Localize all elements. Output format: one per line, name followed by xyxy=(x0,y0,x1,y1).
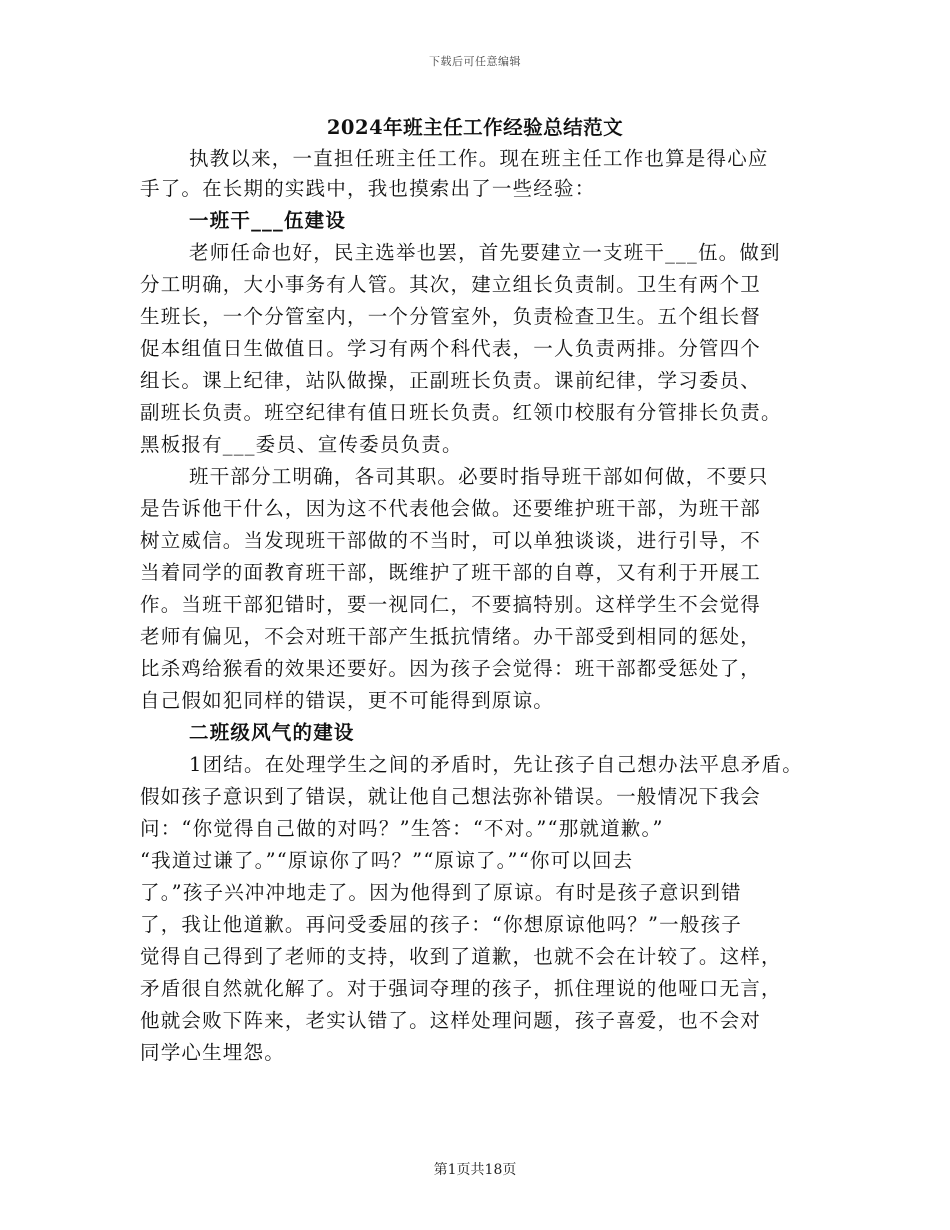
body-line: 作。当班干部犯错时，要一视同仁，不要搞特别。这样学生不会觉得 xyxy=(140,593,762,616)
page-number: 第1页共18页 xyxy=(433,1162,517,1178)
body-line: 班干部分工明确，各司其职。必要时指导班干部如何做，不要只 xyxy=(189,465,769,488)
body-line: 老师有偏见，不会对班干部产生抵抗情绪。办干部受到相同的惩处， xyxy=(140,625,762,648)
body-line: 矛盾很自然就化解了。对于强词夺理的孩子，抓住理说的他哑口无言， xyxy=(140,977,782,1000)
body-line: 他就会败下阵来，老实认错了。这样处理问题，孩子喜爱，也不会对 xyxy=(140,1009,762,1032)
body-line: 分工明确，大小事务有人管。其次，建立组长负责制。卫生有两个卫 xyxy=(140,273,762,296)
body-line: 树立威信。当发现班干部做的不当时，可以单独谈谈，进行引导，不 xyxy=(140,529,762,552)
body-line: 了，我让他道歉。再问受委屈的孩子：“你想原谅他吗？”一般孩子 xyxy=(140,913,742,936)
body-line: 假如孩子意识到了错误，就让他自己想法弥补错误。一般情况下我会 xyxy=(140,785,762,808)
section-heading: 二班级风气的建设 xyxy=(189,721,355,744)
body-line: 同学心生埋怨。 xyxy=(140,1041,285,1064)
body-line: 副班长负责。班空纪律有值日班长负责。红领巾校服有分管排长负责。 xyxy=(140,401,782,424)
body-line: 黑板报有___委员、宣传委员负责。 xyxy=(140,433,463,456)
body-line: 促本组值日生做值日。学习有两个科代表，一人负责两排。分管四个 xyxy=(140,337,762,360)
body-line: 当着同学的面教育班干部，既维护了班干部的自尊，又有利于开展工 xyxy=(140,561,762,584)
body-line: 手了。在长期的实践中，我也摸索出了一些经验： xyxy=(140,177,596,200)
section-heading: 一班干___伍建设 xyxy=(189,209,347,232)
body-line: 了。”孩子兴冲冲地走了。因为他得到了原谅。有时是孩子意识到错 xyxy=(140,881,742,904)
header-note: 下载后可任意编辑 xyxy=(429,55,521,68)
document-title: 2024年班主任工作经验总结范文 xyxy=(326,116,624,139)
body-line: 老师任命也好，民主选举也罢，首先要建立一支班干___伍。做到 xyxy=(189,241,781,264)
body-line: 1团结。在处理学生之间的矛盾时，先让孩子自己想办法平息矛盾。 xyxy=(189,753,803,776)
body-line: “我道过谦了。”“原谅你了吗？”“原谅了。”“你可以回去 xyxy=(140,849,634,872)
body-line: 生班长，一个分管室内，一个分管室外，负责检查卫生。五个组长督 xyxy=(140,305,762,328)
body-line: 是告诉他干什么，因为这不代表他会做。还要维护班干部，为班干部 xyxy=(140,497,762,520)
body-line: 执教以来，一直担任班主任工作。现在班主任工作也算是得心应 xyxy=(189,147,769,170)
body-line: 组长。课上纪律，站队做操，正副班长负责。课前纪律，学习委员、 xyxy=(140,369,762,392)
body-line: 问：“你觉得自己做的对吗？”生答：“不对。”“那就道歉。” xyxy=(140,817,664,840)
body-line: 自己假如犯同样的错误，更不可能得到原谅。 xyxy=(140,689,555,712)
body-line: 觉得自己得到了老师的支持，收到了道歉，也就不会在计较了。这样， xyxy=(140,945,782,968)
body-line: 比杀鸡给猴看的效果还要好。因为孩子会觉得：班干部都受惩处了， xyxy=(140,657,762,680)
